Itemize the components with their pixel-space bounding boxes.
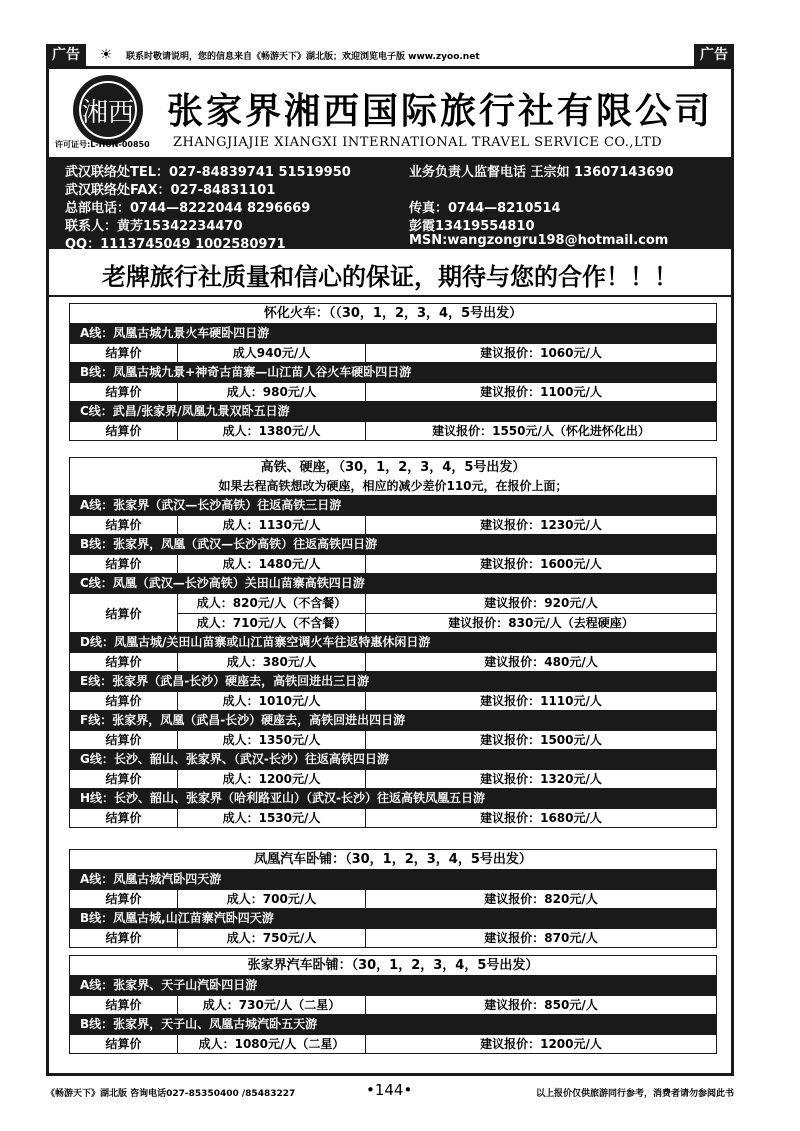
price-sub-rows (178, 594, 716, 632)
settle-label: 结算价 (70, 770, 178, 788)
section-title: 高铁、硬座，（30，1，2，3，4，5号出发） (260, 460, 526, 475)
suggested-price: 建议报价：1200元/人 (480, 1037, 602, 1051)
route-name: B线：凤凰古城九景+神奇古苗寨—山江苗人谷火车硬卧四日游 (70, 362, 716, 382)
adult-price: 成人940元/人 (178, 344, 366, 362)
company-emblem-icon (73, 75, 143, 145)
price-row (70, 730, 716, 749)
price-row (70, 769, 716, 788)
section-zhangjiajie-bus (69, 955, 717, 1054)
suggested-price: 建议报价：1600元/人 (480, 557, 602, 571)
adult-price: 成人：1350元/人 (178, 731, 366, 749)
adult-price: 成人：380元/人 (178, 653, 366, 671)
suggested-price: 建议报价：1550元/人（怀化进怀化出） (432, 424, 650, 438)
footer-right: 以上报价仅供旅游同行参考，消费者请勿参阅此书 (535, 1089, 734, 1099)
settle-label: 结算价 (70, 516, 178, 534)
wuhan-tel: 武汉联络处TEL：027-84839741 51519950 (65, 165, 351, 180)
footer-left: 《畅游天下》湖北版 咨询电话027-85350400 /85483227 (46, 1089, 296, 1099)
suggested-price: 建议报价：830元/人（去程硬座） (448, 616, 634, 630)
route-name: B线：张家界，凤凰（武汉—长沙高铁）往返高铁四日游 (70, 534, 716, 554)
section-note: 如果去程高铁想改为硬座，相应的减少差价110元，在报价上面； (218, 479, 568, 493)
section-huaihua-train (69, 303, 717, 441)
hq-fax: 传真：0744—8210514 (409, 201, 561, 216)
company-name-cn: 张家界湘西国际旅行社有限公司 (167, 90, 714, 132)
section-fenghuang-bus (69, 849, 717, 948)
contact-peng: 彭霞13419554810 (409, 219, 535, 234)
price-row (70, 928, 716, 947)
price-row (70, 995, 716, 1014)
suggested-price: 建议报价：1680元/人 (480, 811, 602, 825)
suggested-price: 建议报价：850元/人 (484, 998, 598, 1012)
price-row (70, 691, 716, 710)
contact-block (49, 157, 731, 252)
price-row (70, 382, 716, 401)
ad-tag-left: 广告 (46, 44, 86, 66)
emblem-text: 湘西 (79, 81, 137, 139)
suggested-price: 建议报价：1230元/人 (480, 518, 602, 532)
route-name: C线：武昌/张家界/凤凰九景双卧五日游 (70, 401, 716, 421)
adult-price: 成人：710元/人（不含餐） (178, 614, 366, 632)
adult-price: 成人：1480元/人 (178, 555, 366, 573)
settle-label: 结算价 (70, 809, 178, 827)
top-notice: 联系时敬请说明，您的信息来自《畅游天下》湖北版；欢迎浏览电子版 www.zyoo.net (126, 51, 480, 62)
price-row (178, 613, 716, 632)
route-name: A线：张家界、天子山汽卧四日游 (70, 975, 716, 995)
price-row (70, 554, 716, 573)
supervisor-phone: 业务负责人监督电话 王宗如 13607143690 (409, 165, 674, 180)
price-row (70, 1034, 716, 1053)
adult-price: 成人：1200元/人 (178, 770, 366, 788)
settle-label: 结算价 (70, 383, 178, 401)
price-row (70, 889, 716, 908)
settle-label: 结算价 (70, 344, 178, 362)
suggested-price: 建议报价：820元/人 (484, 892, 598, 906)
adult-price: 成人：730元/人（二星） (178, 996, 366, 1014)
route-name: B线：张家界，天子山、凤凰古城汽卧五天游 (70, 1014, 716, 1034)
suggested-price: 建议报价：1320元/人 (480, 772, 602, 786)
section-high-speed-rail (69, 457, 717, 828)
msn-address: MSN:wangzongru198@hotmail.com (409, 233, 669, 248)
price-row (70, 421, 716, 440)
adult-price: 成人：700元/人 (178, 890, 366, 908)
adult-price: 成人：1530元/人 (178, 809, 366, 827)
route-name: A线：凤凰古城汽卧四天游 (70, 869, 716, 889)
suggested-price: 建议报价：1100元/人 (480, 385, 602, 399)
suggested-price: 建议报价：1110元/人 (480, 694, 602, 708)
route-name: C线：凤凰（武汉—长沙高铁）关田山苗寨高铁四日游 (70, 573, 716, 593)
qq-numbers: QQ：1113745049 1002580971 (65, 237, 286, 252)
adult-price: 成人：820元/人（不含餐） (178, 594, 366, 613)
price-row (70, 652, 716, 671)
route-name: H线：长沙、韶山、张家界（哈利路亚山）（武汉-长沙）往返高铁凤凰五日游 (70, 788, 716, 808)
section-title: 张家界汽车卧铺：（30，1，2，3，4，5号出发） (247, 958, 539, 973)
settle-label: 结算价 (70, 929, 178, 947)
settle-label: 结算价 (70, 594, 178, 632)
adult-price: 成人：1010元/人 (178, 692, 366, 710)
suggested-price: 建议报价：1060元/人 (480, 346, 602, 360)
price-row (178, 594, 716, 613)
adult-price: 成人：1130元/人 (178, 516, 366, 534)
price-block (70, 593, 716, 632)
route-name: E线：张家界（武昌-长沙）硬座去，高铁回进出三日游 (70, 671, 716, 691)
page-footer (46, 1081, 734, 1104)
settle-label: 结算价 (70, 731, 178, 749)
slogan-divider (49, 295, 731, 297)
contact-person: 联系人：黄芳15342234470 (65, 219, 243, 234)
price-row (70, 343, 716, 362)
slogan: 老牌旅行社质量和信心的保证，期待与您的合作！！！ (102, 262, 678, 291)
ad-frame (46, 66, 734, 1076)
route-name: B线：凤凰古城,山江苗寨汽卧四天游 (70, 908, 716, 928)
suggested-price: 建议报价：920元/人 (484, 596, 598, 610)
route-name: A线：张家界（武汉—长沙高铁）往返高铁三日游 (70, 495, 716, 515)
price-row (70, 808, 716, 827)
settle-label: 结算价 (70, 653, 178, 671)
adult-price: 成人：980元/人 (178, 383, 366, 401)
settle-label: 结算价 (70, 555, 178, 573)
ad-tag-right: 广告 (694, 44, 734, 66)
settle-label: 结算价 (70, 422, 178, 440)
route-name: D线：凤凰古城/关田山苗寨或山江苗寨空调火车往返特惠休闲日游 (70, 632, 716, 652)
price-row (70, 515, 716, 534)
settle-label: 结算价 (70, 996, 178, 1014)
adult-price: 成人：1080元/人（二星） (178, 1035, 366, 1053)
company-header (49, 69, 731, 157)
section-title: 凤凰汽车卧铺：（30，1，2，3，4，5号出发） (254, 852, 532, 867)
page-number: •144• (366, 1081, 413, 1099)
suggested-price: 建议报价：1500元/人 (480, 733, 602, 747)
wuhan-fax: 武汉联络处FAX：027-84831101 (65, 183, 276, 198)
license-number: 许可证号:L-HUN-00850 (55, 140, 150, 149)
company-name-en: ZHANGJIAJIE XIANGXI INTERNATIONAL TRAVEL SERVICE CO.,LTD (173, 135, 663, 150)
route-name: G线：长沙、韶山、张家界、（武汉-长沙）往返高铁四日游 (70, 749, 716, 769)
route-name: F线：张家界，凤凰（武昌-长沙）硬座去，高铁回进出四日游 (70, 710, 716, 730)
adult-price: 成人：1380元/人 (178, 422, 366, 440)
settle-label: 结算价 (70, 890, 178, 908)
settle-label: 结算价 (70, 692, 178, 710)
sun-logo-icon: ☀ (99, 47, 113, 63)
suggested-price: 建议报价：870元/人 (484, 931, 598, 945)
section-title: 怀化火车：（（30，1，2，3，4，5号出发） (263, 306, 523, 321)
suggested-price: 建议报价：480元/人 (484, 655, 598, 669)
adult-price: 成人：750元/人 (178, 929, 366, 947)
route-name: A线：凤凰古城九景火车硬卧四日游 (70, 323, 716, 343)
hq-phone: 总部电话：0744—8222044 8296669 (65, 201, 311, 216)
settle-label: 结算价 (70, 1035, 178, 1053)
top-bar (46, 44, 734, 66)
